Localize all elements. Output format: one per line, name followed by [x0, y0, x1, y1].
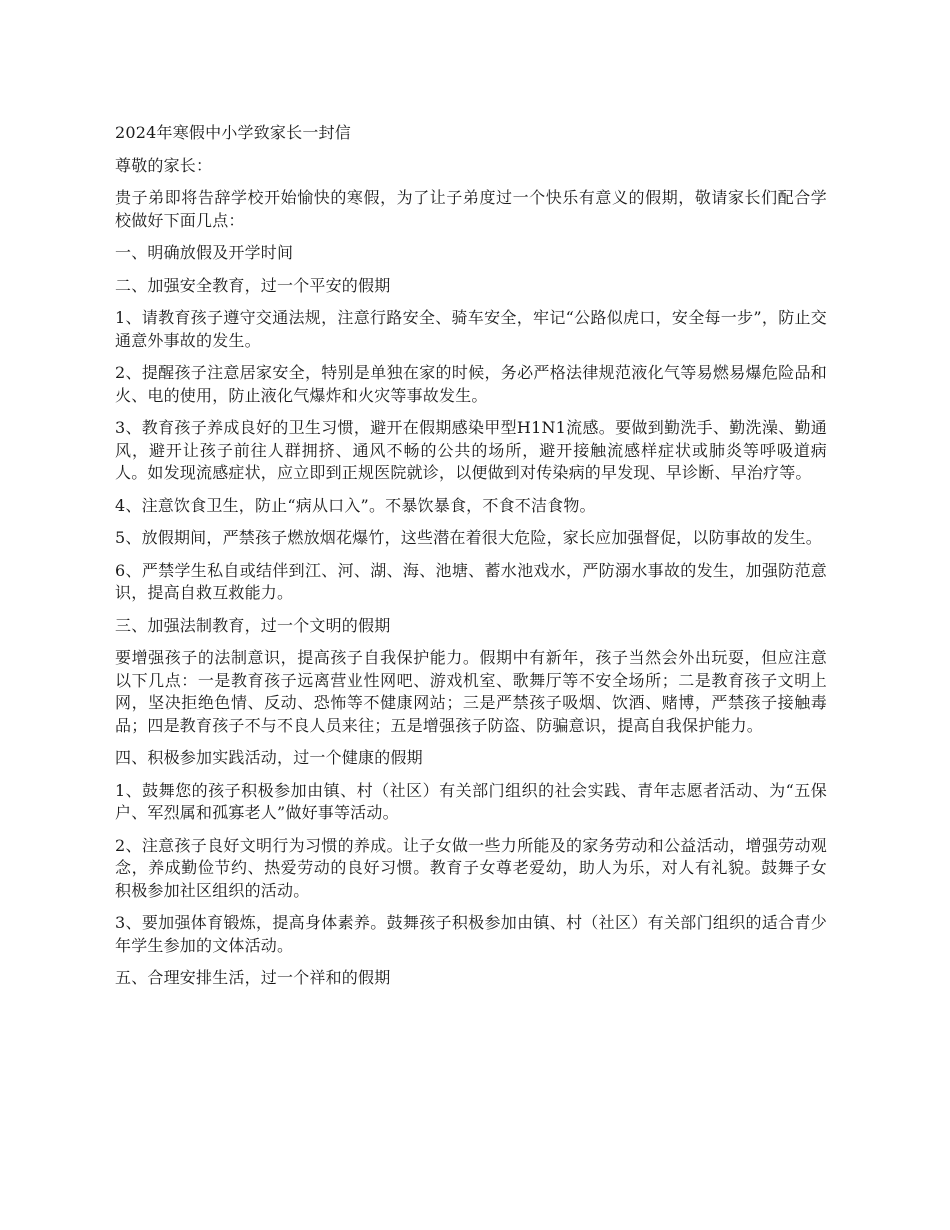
safety-item-4: 4、注意饮食卫生，防止“病从口入”。不暴饮暴食，不食不洁食物。	[115, 495, 596, 515]
safety-item-2: 2、提醒孩子注意居家安全，特别是单独在家的时候，务必严格法律规范液化气等易燃易爆危险品和火、电的使用，防止液化气爆炸和火灾等事故发生。	[115, 363, 827, 405]
safety-item-1: 1、请教育孩子遵守交通法规，注意行路安全、骑车安全，牢记“公路似虎口，安全每一步”，防止交通意外事故的发生。	[115, 308, 827, 350]
section-heading-5: 五、合理安排生活，过一个祥和的假期	[115, 968, 391, 987]
safety-item-3: 3、教育孩子养成良好的卫生习惯，避开在假期感染甲型H1N1流感。要做到勤洗手、勤洗澡、勤通风，避开让孩子前往人群拥挤、通风不畅的公共的场所，避开接触流感样症状或肺炎等呼吸道病人。如发现流感症状，应立即到正规医院就诊，以便做到对传染病的早发现、早诊断、早治疗等。	[115, 418, 827, 482]
section-heading-2: 二、加强安全教育，过一个平安的假期	[115, 275, 391, 295]
salutation: 尊敬的家长：	[115, 155, 213, 175]
section-heading-3: 三、加强法制教育，过一个文明的假期	[115, 615, 391, 635]
letter-page	[115, 122, 827, 1000]
safety-item-5: 5、放假期间，严禁孩子燃放烟花爆竹，这些潜在着很大危险，家长应加强督促，以防事故的发生。	[115, 528, 822, 547]
section-heading-1: 一、明确放假及开学时间	[115, 243, 294, 262]
intro-paragraph: 贵子弟即将告辞学校开始愉快的寒假，为了让子弟度过一个快乐有意义的假期，敬请家长们配合学校做好下面几点：	[115, 188, 827, 230]
practice-item-3: 3、要加强体育锻炼，提高身体素养。鼓舞孩子积极参加由镇、村（社区）有关部门组织的适合青少年学生参加的文体活动。	[115, 913, 827, 955]
legal-paragraph: 要增强孩子的法制意识，提高孩子自我保护能力。假期中有新年，孩子当然会外出玩耍，但应注意以下几点：一是教育孩子远离营业性网吧、游戏机室、歌舞厅等不安全场所；二是教育孩子文明上网，坚决拒绝色情、反动、恐怖等不健康网站；三是严禁孩子吸烟、饮酒、赌博，严禁孩子接触毒品；四是教育孩子不与不良人员来往；五是增强孩子防盗、防骗意识，提高自我保护能力。	[115, 648, 827, 735]
practice-item-2: 2、注意孩子良好文明行为习惯的养成。让子女做一些力所能及的家务劳动和公益活动，增强劳动观念，养成勤俭节约、热爱劳动的良好习惯。教育子女尊老爱幼，助人为乐，对人有礼貌。鼓舞子女积极参加社区组织的活动。	[115, 835, 827, 900]
letter-title: 2024年寒假中小学致家长一封信	[115, 123, 351, 142]
safety-item-6: 6、严禁学生私自或结伴到江、河、湖、海、池塘、蓄水池戏水，严防溺水事故的发生，加强防范意识，提高自救互救能力。	[115, 560, 827, 602]
practice-item-1: 1、鼓舞您的孩子积极参加由镇、村（社区）有关部门组织的社会实践、青年志愿者活动、为“五保户、军烈属和孤寡老人”做好事等活动。	[115, 780, 827, 822]
section-heading-4: 四、积极参加实践活动，过一个健康的假期	[115, 748, 423, 767]
